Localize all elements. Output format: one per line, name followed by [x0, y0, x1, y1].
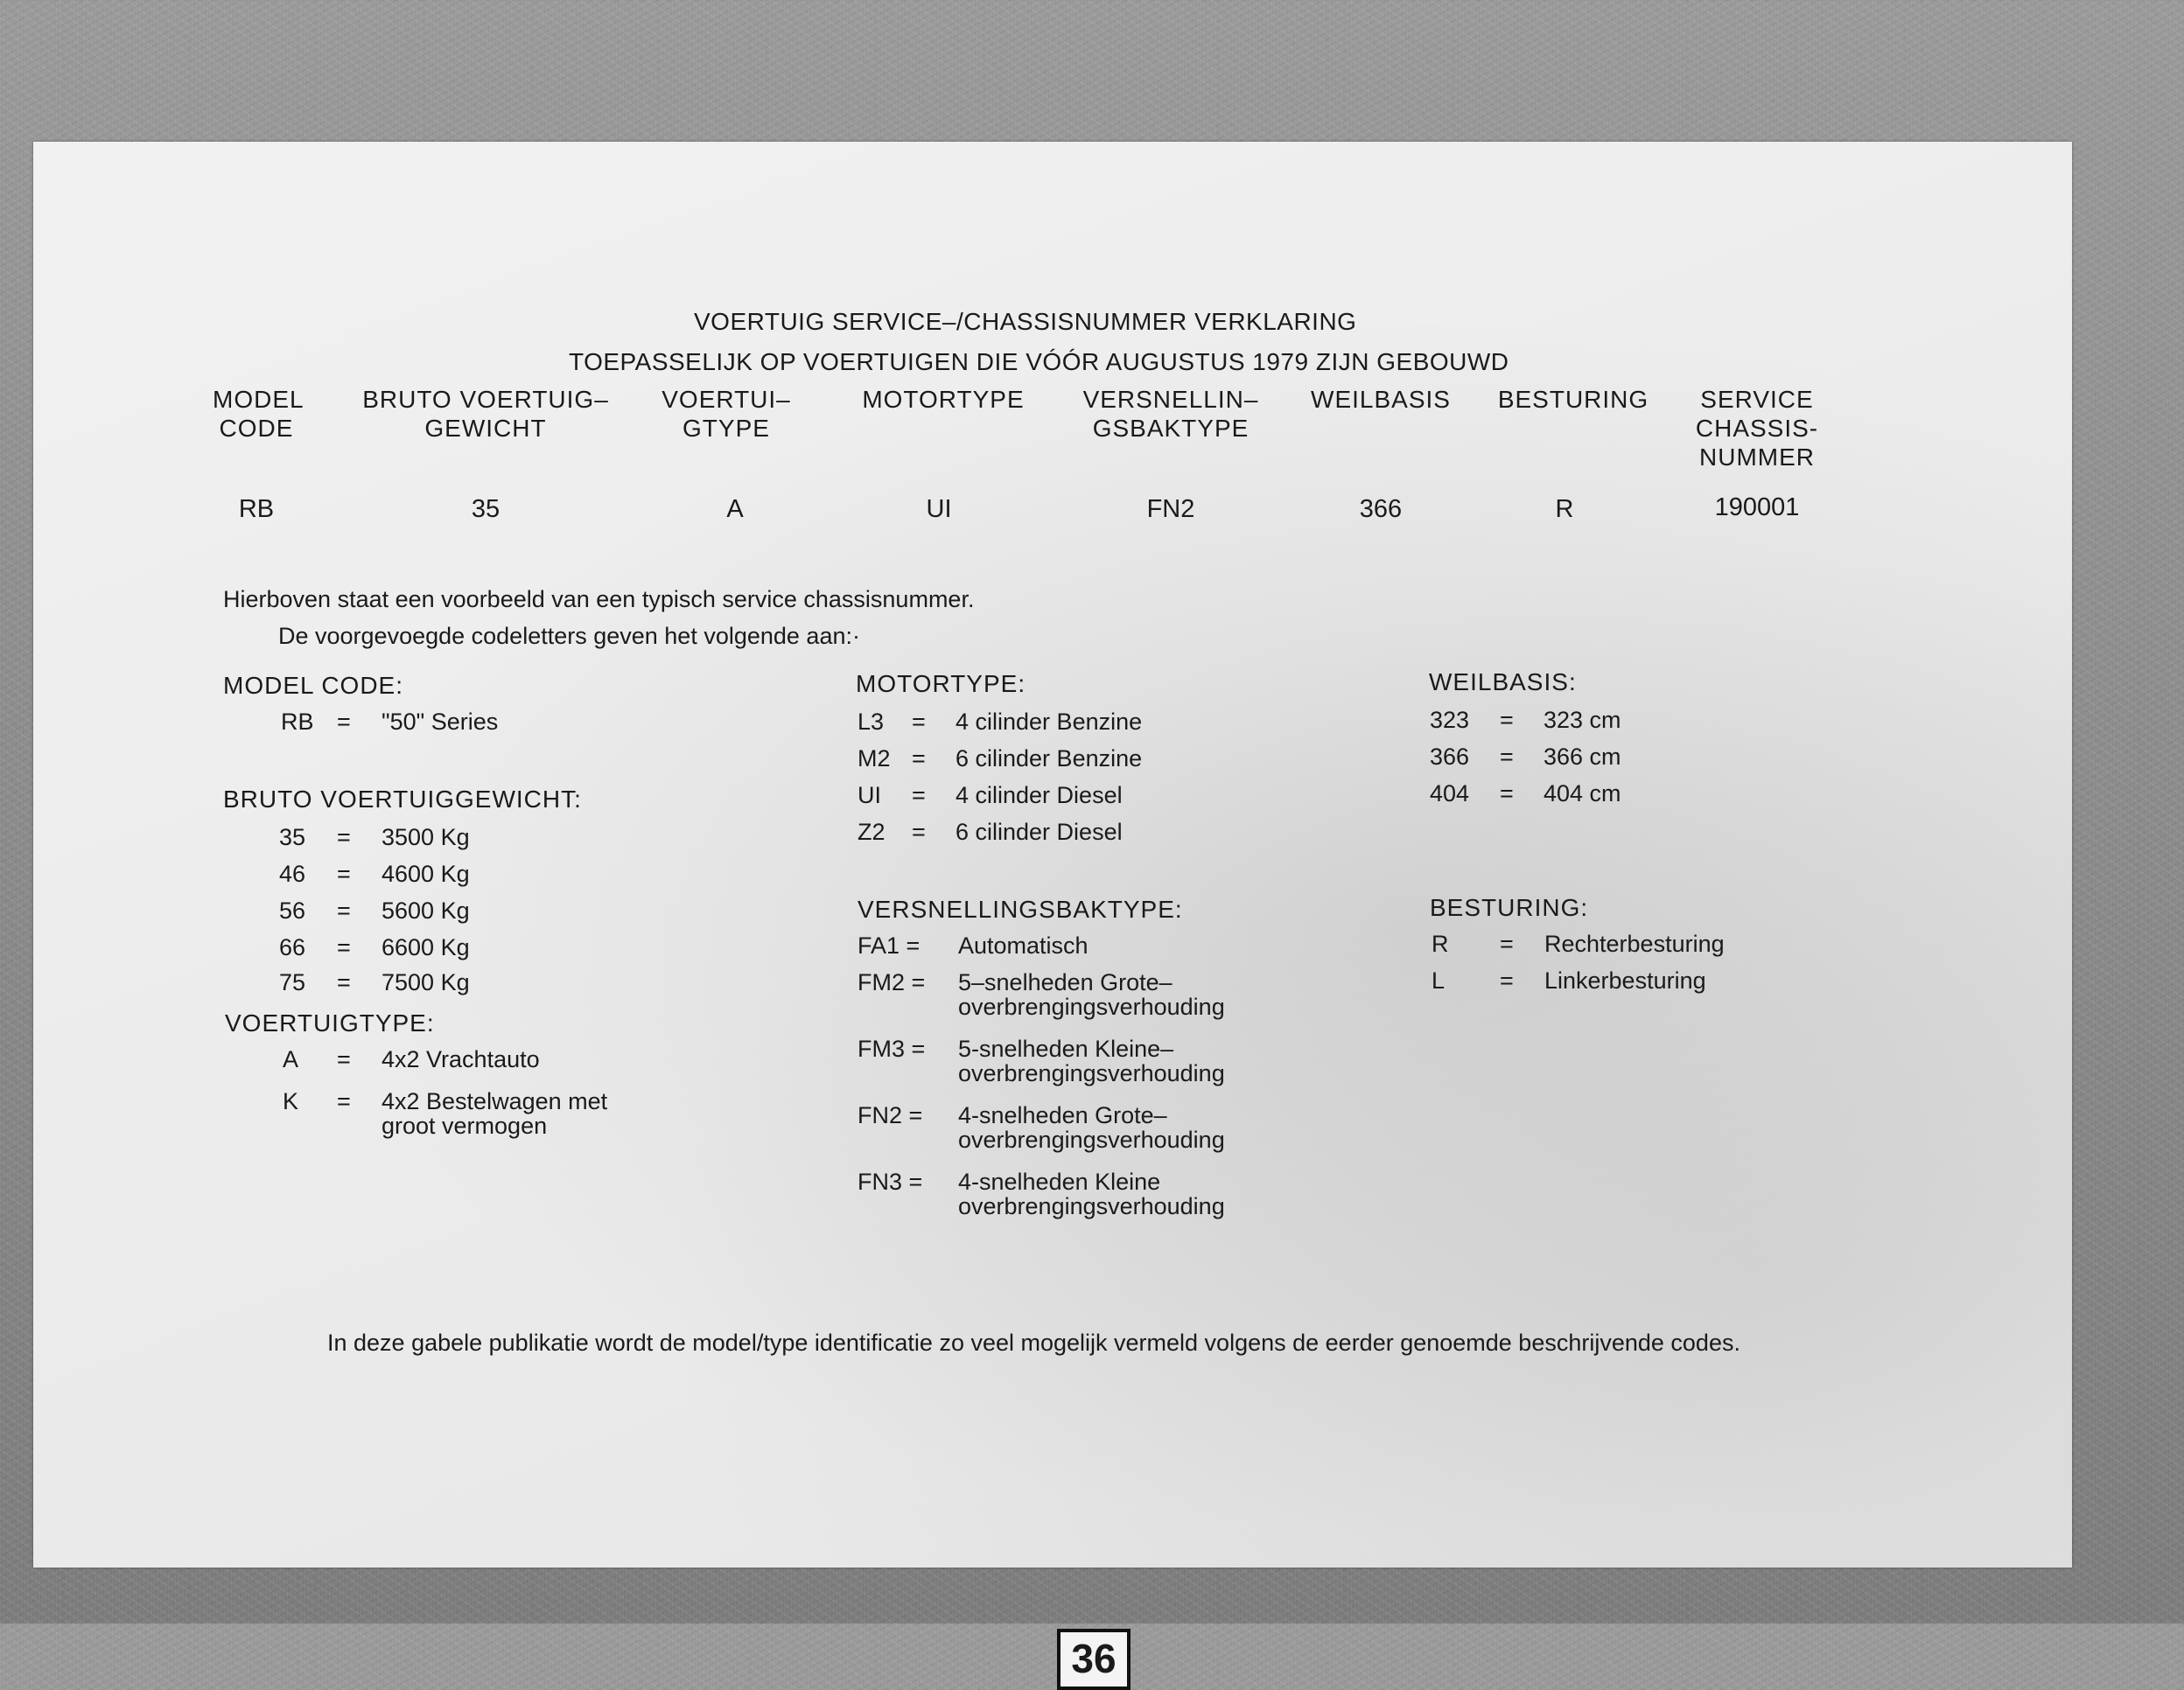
- example-voertuigtype: A: [726, 495, 744, 523]
- document-sheet: [33, 142, 2072, 1681]
- item-equals: =: [337, 934, 351, 960]
- item-desc: 4 cilinder Benzine: [956, 709, 1143, 735]
- item-code: K: [283, 1088, 299, 1114]
- item-code: RB: [281, 709, 314, 735]
- item-equals: =: [337, 1088, 351, 1114]
- item-equals: =: [1500, 744, 1514, 770]
- item-desc: 5–snelheden Grote–: [958, 969, 1172, 995]
- section-title: BESTURING:: [1430, 894, 1589, 921]
- col-header-bruto-gewicht: BRUTO VOERTUIG– GEWICHT: [362, 386, 609, 442]
- item-equals: =: [337, 897, 351, 924]
- item-desc-continued: groot vermogen: [382, 1113, 548, 1139]
- item-code: L3: [858, 709, 885, 735]
- item-code: 35: [279, 824, 306, 850]
- item-desc: Rechterbesturing: [1544, 931, 1725, 957]
- document-title: VOERTUIG SERVICE–/CHASSISNUMMER VERKLARING: [694, 308, 1357, 335]
- item-equals: =: [1500, 967, 1514, 994]
- item-code: L: [1432, 967, 1446, 994]
- section-title: BRUTO VOERTUIGGEWICHT:: [223, 786, 582, 813]
- item-equals: =: [337, 824, 351, 850]
- section-title: VOERTUIGTYPE:: [225, 1009, 435, 1037]
- example-besturing: R: [1555, 495, 1574, 523]
- item-equals: =: [1500, 780, 1514, 807]
- item-desc: 4 cilinder Diesel: [956, 782, 1123, 808]
- item-equals: =: [1500, 931, 1514, 957]
- item-desc: 4-snelheden Grote–: [958, 1102, 1167, 1128]
- item-desc-block: [382, 1088, 607, 1140]
- item-desc-continued: overbrengingsverhouding: [958, 994, 1225, 1020]
- item-code: A: [283, 1046, 299, 1072]
- item-code: 404: [1430, 780, 1470, 807]
- col-header-voertuigtype: VOERTUI– GTYPE: [662, 386, 791, 442]
- item-desc: 6600 Kg: [382, 934, 470, 960]
- item-desc: 4-snelheden Kleine: [958, 1169, 1161, 1195]
- section-title: WEILBASIS:: [1429, 668, 1577, 695]
- example-service-chassisnummer: 190001: [1714, 493, 1800, 521]
- item-equals: =: [1500, 707, 1514, 733]
- item-equals: =: [337, 969, 351, 995]
- item-equals: =: [912, 745, 926, 772]
- item-code: FN3 =: [858, 1169, 923, 1195]
- item-desc: 4600 Kg: [382, 861, 470, 887]
- col-header-model-code: MODEL CODE: [213, 386, 304, 442]
- item-code: R: [1432, 931, 1449, 957]
- item-desc: 323 cm: [1544, 707, 1621, 733]
- document-subtitle: TOEPASSELIJK OP VOERTUIGEN DIE VÓÓR AUGUSTUS 1979 ZIJN GEBOUWD: [569, 348, 1509, 375]
- item-desc-block: [958, 1169, 1225, 1220]
- item-equals: =: [337, 709, 351, 735]
- item-desc-block: [958, 1102, 1225, 1154]
- page-number: 36: [1057, 1629, 1130, 1690]
- item-code: 366: [1430, 744, 1470, 770]
- item-code: 56: [279, 897, 306, 924]
- intro-text: Hierboven staat een voorbeeld van een typisch service chassisnummer.: [223, 586, 975, 612]
- item-desc: 6 cilinder Diesel: [956, 819, 1123, 845]
- item-equals: =: [337, 1046, 351, 1072]
- item-code: FM3 =: [858, 1036, 926, 1062]
- example-weilbasis: 366: [1359, 495, 1403, 523]
- item-code: UI: [858, 782, 881, 808]
- item-desc: 4x2 Vrachtauto: [382, 1046, 540, 1072]
- col-header-motortype: MOTORTYPE: [862, 386, 1025, 413]
- item-desc: 404 cm: [1544, 780, 1621, 807]
- item-desc-continued: overbrengingsverhouding: [958, 1127, 1225, 1153]
- item-desc: 5600 Kg: [382, 897, 470, 924]
- section-title: MOTORTYPE:: [856, 670, 1026, 697]
- example-bruto-gewicht: 35: [471, 495, 500, 523]
- col-header-weilbasis: WEILBASIS: [1311, 386, 1451, 413]
- item-equals: =: [912, 782, 926, 808]
- section-title: VERSNELLINGSBAKTYPE:: [858, 896, 1183, 923]
- col-header-besturing: BESTURING: [1497, 386, 1649, 413]
- item-code: 46: [279, 861, 306, 887]
- item-desc: Automatisch: [958, 932, 1088, 959]
- item-desc-block: [958, 1036, 1225, 1087]
- item-code: 323: [1430, 707, 1470, 733]
- item-equals: =: [337, 861, 351, 887]
- item-desc: Linkerbesturing: [1544, 967, 1706, 994]
- item-desc: 6 cilinder Benzine: [956, 745, 1143, 772]
- item-desc: "50" Series: [382, 709, 499, 735]
- item-desc-continued: overbrengingsverhouding: [958, 1193, 1225, 1219]
- item-code: 66: [279, 934, 306, 960]
- footer-note: In deze gabele publikatie wordt de model/type identificatie zo veel mogelijk vermeld volgens de eerder genoemde beschrijvende codes.: [327, 1330, 1740, 1356]
- section-title: MODEL CODE:: [223, 672, 403, 699]
- item-desc-continued: overbrengingsverhouding: [958, 1060, 1225, 1086]
- item-equals: =: [912, 819, 926, 845]
- intro-text-2: De voorgevoegde codeletters geven het volgende aan:·: [278, 623, 860, 649]
- item-desc-block: [958, 969, 1225, 1021]
- item-code: FM2 =: [858, 969, 926, 995]
- example-versnellingsbak: FN2: [1146, 495, 1195, 523]
- item-code: FA1 =: [858, 932, 920, 959]
- item-code: FN2 =: [858, 1102, 923, 1128]
- item-desc: 5-snelheden Kleine–: [958, 1036, 1174, 1062]
- item-equals: =: [912, 709, 926, 735]
- item-desc: 3500 Kg: [382, 824, 470, 850]
- item-desc: 4x2 Bestelwagen met: [382, 1088, 608, 1114]
- item-code: Z2: [858, 819, 886, 845]
- item-desc: 7500 Kg: [382, 969, 470, 995]
- item-desc: 366 cm: [1544, 744, 1621, 770]
- item-code: M2: [858, 745, 891, 772]
- col-header-service-chassisnummer: SERVICE CHASSIS- NUMMER: [1695, 386, 1819, 471]
- col-header-versnellingsbak: VERSNELLIN– GSBAKTYPE: [1082, 386, 1259, 442]
- example-model-code: RB: [238, 495, 275, 523]
- example-motortype: UI: [926, 495, 952, 523]
- item-code: 75: [279, 969, 306, 995]
